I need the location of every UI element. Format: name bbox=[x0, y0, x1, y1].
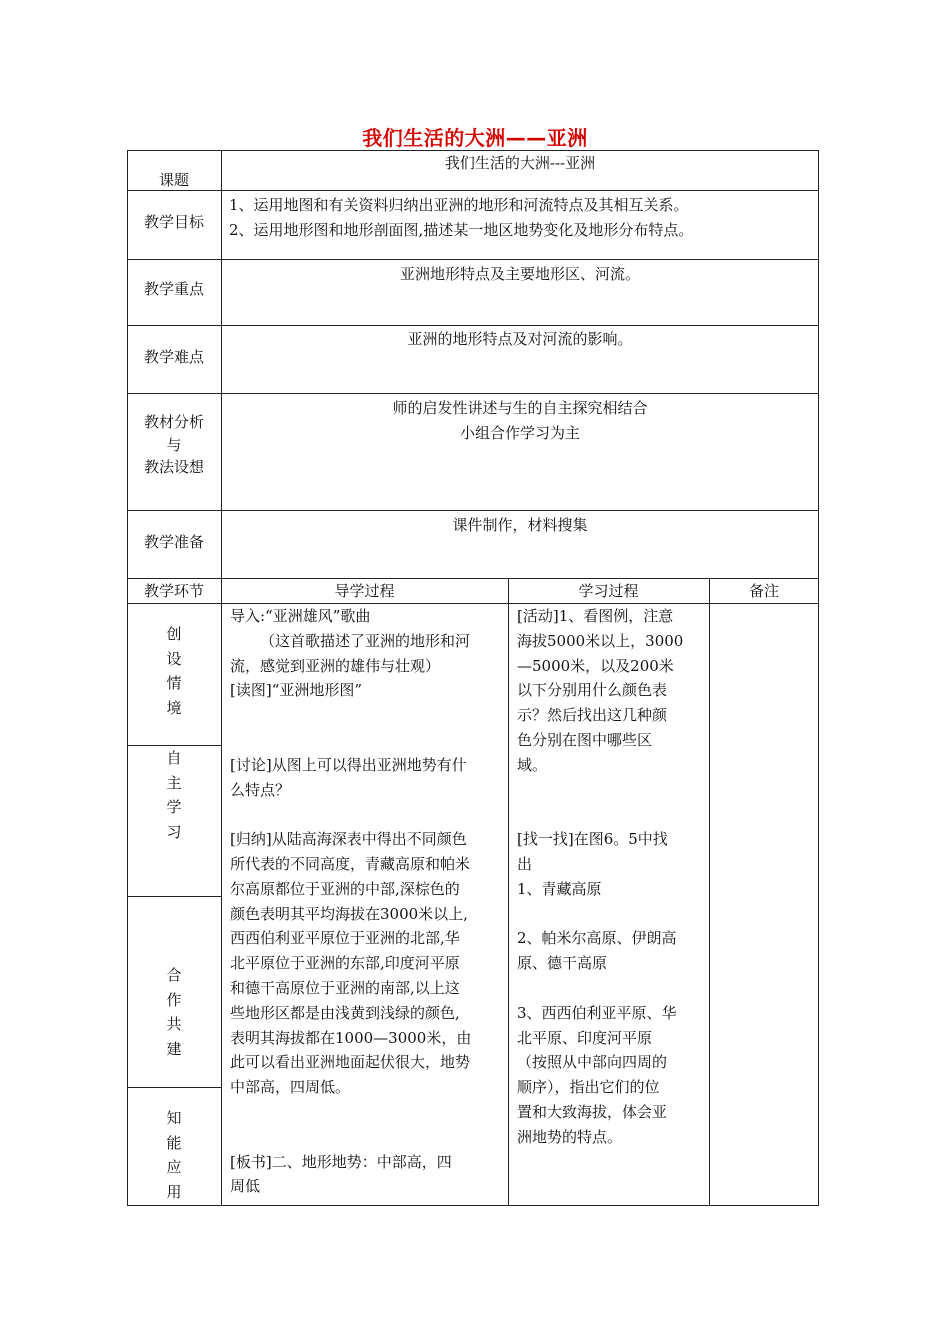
guide-line: 西西伯利亚平原位于亚洲的北部,华 bbox=[230, 929, 460, 948]
learning-line: 出 bbox=[517, 854, 533, 873]
stage-char: 情 bbox=[166, 674, 182, 692]
guide-line: 么特点？ bbox=[230, 780, 291, 799]
guide-line: 导入:“亚洲雄风”歌曲 bbox=[230, 607, 371, 625]
learning-line: 3、西西伯利亚平原、华 bbox=[517, 1003, 677, 1022]
stage-char: 建 bbox=[166, 1039, 182, 1058]
header-learning: 学习过程 bbox=[578, 582, 639, 600]
learning-line: 原、德干高原 bbox=[517, 954, 608, 973]
guide-line: 颜色表明其平均海拔在3000米以上, bbox=[230, 904, 468, 923]
stage-char: 创 bbox=[166, 625, 182, 643]
guide-line: 和德干高原位于亚洲的南部,以上这 bbox=[230, 978, 460, 997]
learning-line: 色分别在图中哪些区 bbox=[517, 730, 653, 749]
guide-line: 此可以看出亚洲地面起伏很大，地势 bbox=[230, 1053, 471, 1072]
guide-line: [读图]“亚洲地形图” bbox=[230, 681, 363, 700]
learning-line: 置和大致海拔，体会亚 bbox=[517, 1102, 668, 1121]
learning-line: [活动]1、看图例，注意 bbox=[517, 607, 674, 625]
analysis-text bbox=[221, 396, 819, 446]
stage-char: 用 bbox=[166, 1182, 182, 1201]
learning-line: [找一找]在图6。5中找 bbox=[517, 830, 668, 849]
goals-label: 教学目标 bbox=[143, 213, 204, 231]
guide-line: [板书]二、地形地势：中部高，四 bbox=[230, 1152, 452, 1171]
learning-process bbox=[517, 604, 707, 1150]
stage-label bbox=[127, 963, 221, 1061]
header-guide: 导学过程 bbox=[334, 582, 395, 600]
stage-divider bbox=[127, 1087, 221, 1088]
guide-line: [讨论]从图上可以得出亚洲地势有什 bbox=[230, 755, 467, 774]
stage-char: 习 bbox=[166, 822, 182, 841]
difficulties-label: 教学难点 bbox=[143, 348, 204, 366]
learning-line: 域。 bbox=[517, 755, 548, 774]
analysis-label-line: 教法设想 bbox=[143, 458, 204, 476]
guide-line: 表明其海拔都在1000—3000米，由 bbox=[230, 1028, 472, 1047]
stage-char: 知 bbox=[166, 1109, 182, 1127]
learning-line: （按照从中部向四周的 bbox=[517, 1053, 668, 1072]
row-divider bbox=[127, 259, 819, 260]
stage-char: 学 bbox=[166, 798, 182, 816]
stage-divider bbox=[127, 896, 221, 897]
column-divider bbox=[221, 150, 222, 1206]
guide-line: [归纳]从陆高海深表中得出不同颜色 bbox=[230, 830, 467, 849]
topic-value: 我们生活的大洲---亚洲 bbox=[444, 154, 596, 172]
goals-text bbox=[229, 193, 814, 243]
column-divider bbox=[508, 578, 509, 1206]
goal-line: 2、运用地形图和地形剖面图,描述某一地区地势变化及地形分布特点。 bbox=[229, 221, 694, 239]
stage-label bbox=[127, 1106, 221, 1204]
guide-process bbox=[230, 604, 506, 1199]
guide-line: 所代表的不同高度，青藏高原和帕米 bbox=[230, 854, 471, 873]
learning-line: 2、帕米尔高原、伊朗高 bbox=[517, 929, 677, 948]
difficulties-value: 亚洲的地形特点及对河流的影响。 bbox=[407, 330, 633, 348]
guide-line: 周低 bbox=[230, 1177, 261, 1196]
stage-label bbox=[127, 622, 221, 720]
learning-line: —5000米，以及200米 bbox=[517, 656, 674, 675]
analysis-label-line: 与 bbox=[166, 435, 182, 454]
guide-line: 中部高，四周低。 bbox=[230, 1078, 351, 1097]
guide-line: 流，感觉到亚洲的雄伟与壮观） bbox=[230, 656, 441, 675]
preparation-label: 教学准备 bbox=[143, 533, 204, 551]
learning-line: 海拔5000米以上，3000 bbox=[517, 631, 684, 650]
learning-line: 北平原、印度河平原 bbox=[517, 1028, 653, 1047]
guide-line: 些地形区都是由浅黄到浅绿的颜色, bbox=[230, 1003, 460, 1022]
preparation-value: 课件制作，材料搜集 bbox=[452, 516, 588, 534]
analysis-label bbox=[127, 411, 221, 479]
goal-line: 1、运用地图和有关资料归纳出亚洲的地形和河流特点及其相互关系。 bbox=[229, 196, 689, 214]
key-points-label: 教学重点 bbox=[143, 280, 204, 298]
row-divider bbox=[127, 510, 819, 511]
key-points-value: 亚洲地形特点及主要地形区、河流。 bbox=[399, 265, 640, 283]
stage-char: 应 bbox=[166, 1158, 182, 1176]
stage-char: 作 bbox=[166, 990, 182, 1009]
guide-line: 尔高原都位于亚洲的中部,深棕色的 bbox=[230, 879, 460, 898]
stage-char: 主 bbox=[166, 773, 182, 792]
stage-char: 设 bbox=[166, 649, 182, 668]
guide-line: （这首歌描述了亚洲的地形和河 bbox=[260, 631, 471, 650]
learning-line: 顺序），指出它们的位 bbox=[517, 1078, 660, 1097]
document-title: 我们生活的大洲——亚洲 bbox=[362, 126, 588, 150]
header-stage: 教学环节 bbox=[143, 582, 204, 600]
topic-label: 课题 bbox=[158, 171, 189, 189]
stage-char: 合 bbox=[166, 966, 182, 984]
analysis-line: 师的启发性讲述与生的自主探究相结合 bbox=[392, 399, 648, 417]
guide-line: 北平原位于亚洲的东部,印度河平原 bbox=[230, 954, 460, 973]
stage-char: 能 bbox=[166, 1133, 182, 1152]
learning-line: 以下分别用什么颜色表 bbox=[517, 681, 668, 700]
row-divider bbox=[127, 190, 819, 191]
learning-line: 1、青藏高原 bbox=[517, 879, 602, 898]
stage-char: 共 bbox=[166, 1015, 182, 1033]
analysis-line: 小组合作学习为主 bbox=[459, 424, 580, 442]
row-divider bbox=[127, 393, 819, 394]
analysis-label-line: 教材分析 bbox=[143, 413, 204, 431]
header-notes: 备注 bbox=[748, 582, 779, 600]
stage-char: 自 bbox=[166, 749, 182, 767]
row-divider bbox=[127, 325, 819, 326]
learning-line: 洲地势的特点。 bbox=[517, 1127, 623, 1146]
column-divider bbox=[709, 578, 710, 1206]
stage-label bbox=[127, 746, 221, 844]
stage-char: 境 bbox=[166, 698, 182, 717]
learning-line: 示？然后找出这几种颜 bbox=[517, 706, 668, 725]
